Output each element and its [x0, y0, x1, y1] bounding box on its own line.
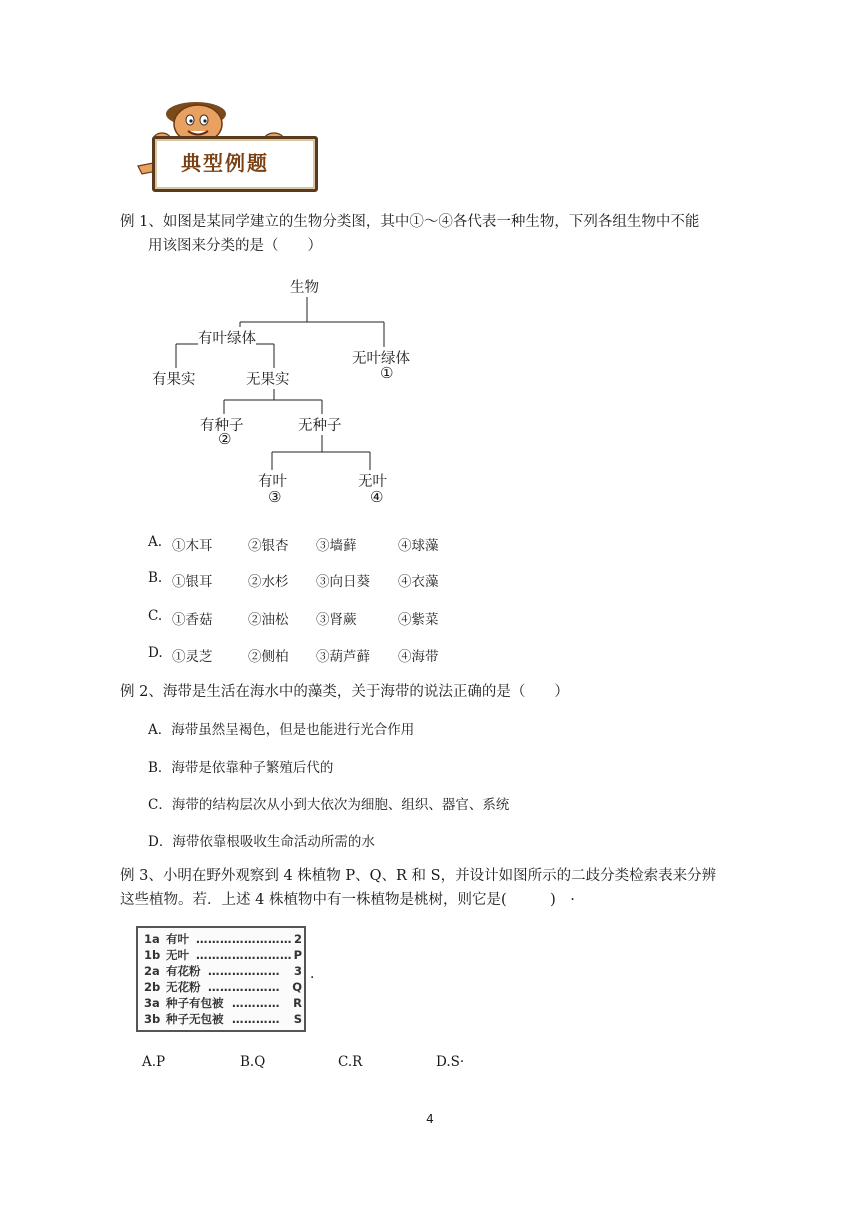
tree-label-circle-3: ③: [268, 488, 282, 506]
q1-option-c: C. ①香菇 ②油松 ③肾蕨 ④紫菜: [148, 608, 439, 628]
tree-node-organism: 生物: [290, 276, 319, 297]
page-number: 4: [426, 1112, 434, 1126]
q3-option-d: D.S·: [436, 1054, 465, 1070]
tree-node-with-chlorophyll: 有叶绿体: [198, 327, 256, 348]
tree-node-with-fruit: 有果实: [152, 368, 196, 389]
banner-title: 典型例题: [181, 151, 269, 175]
tree-node-without-chlorophyll: 无叶绿体: [352, 347, 410, 368]
tree-node-without-seed: 无种子: [298, 414, 342, 435]
q1-stem-line2: 用该图来分类的是（ ）: [148, 238, 322, 254]
q2-option-a: A．海带虽然呈褐色，但是也能进行光合作用: [148, 722, 415, 738]
q2-option-c: C．海带的结构层次从小到大依次为细胞、组织、器官、系统: [148, 797, 510, 813]
tree-label-circle-4: ④: [370, 488, 384, 506]
q1-option-a: A. ①木耳 ②银杏 ③墙藓 ④球藻: [148, 534, 439, 554]
example-banner: [136, 100, 318, 192]
q1-option-b: B. ①银耳 ②水杉 ③向日葵 ④衣藻: [148, 570, 439, 590]
q2-option-d: D．海带依靠根吸收生命活动所需的水: [148, 834, 375, 850]
tree-node-without-leaf: 无叶: [358, 470, 387, 491]
dichotomous-key-table: 1a 有叶 …………………… 2 1b 无叶 …………………… P 2a 有花粉 ……………… 3 2b 无花粉 ……………… Q 3a 种子有包被 ………… R 3b 种子无包被 ………… S: [136, 926, 306, 1032]
banner-board: [152, 136, 318, 192]
tree-node-with-seed: 有种子: [200, 414, 244, 435]
q3-option-b: B.Q: [240, 1054, 266, 1070]
tree-connector-lines: [140, 272, 440, 518]
q3-option-a: A.P: [142, 1054, 166, 1070]
q3-stem-line2: 这些植物。若．上述 4 株植物中有一株植物是桃树，则它是( ) ·: [120, 892, 575, 908]
key-trailing-mark: .: [310, 966, 315, 982]
q3-option-c: C.R: [338, 1054, 363, 1070]
q1-option-d: D. ①灵芝 ②侧柏 ③葫芦藓 ④海带: [148, 645, 439, 665]
q2-stem: 例 2、海带是生活在海水中的藻类，关于海带的说法正确的是（ ）: [120, 684, 569, 700]
tree-label-circle-2: ②: [218, 430, 232, 448]
classification-tree: [140, 272, 440, 518]
q1-stem-line1: 例 1、如图是某同学建立的生物分类图，其中①～④各代表一种生物，下列各组生物中不能: [120, 214, 700, 230]
tree-label-circle-1: ①: [380, 364, 394, 382]
tree-node-without-fruit: 无果实: [246, 368, 290, 389]
q3-stem-line1: 例 3、小明在野外观察到 4 株植物 P、Q、R 和 S，并设计如图所示的二歧分类检索表来分辨: [120, 868, 717, 884]
tree-node-with-leaf: 有叶: [258, 470, 287, 491]
q2-option-b: B．海带是依靠种子繁殖后代的: [148, 760, 334, 776]
